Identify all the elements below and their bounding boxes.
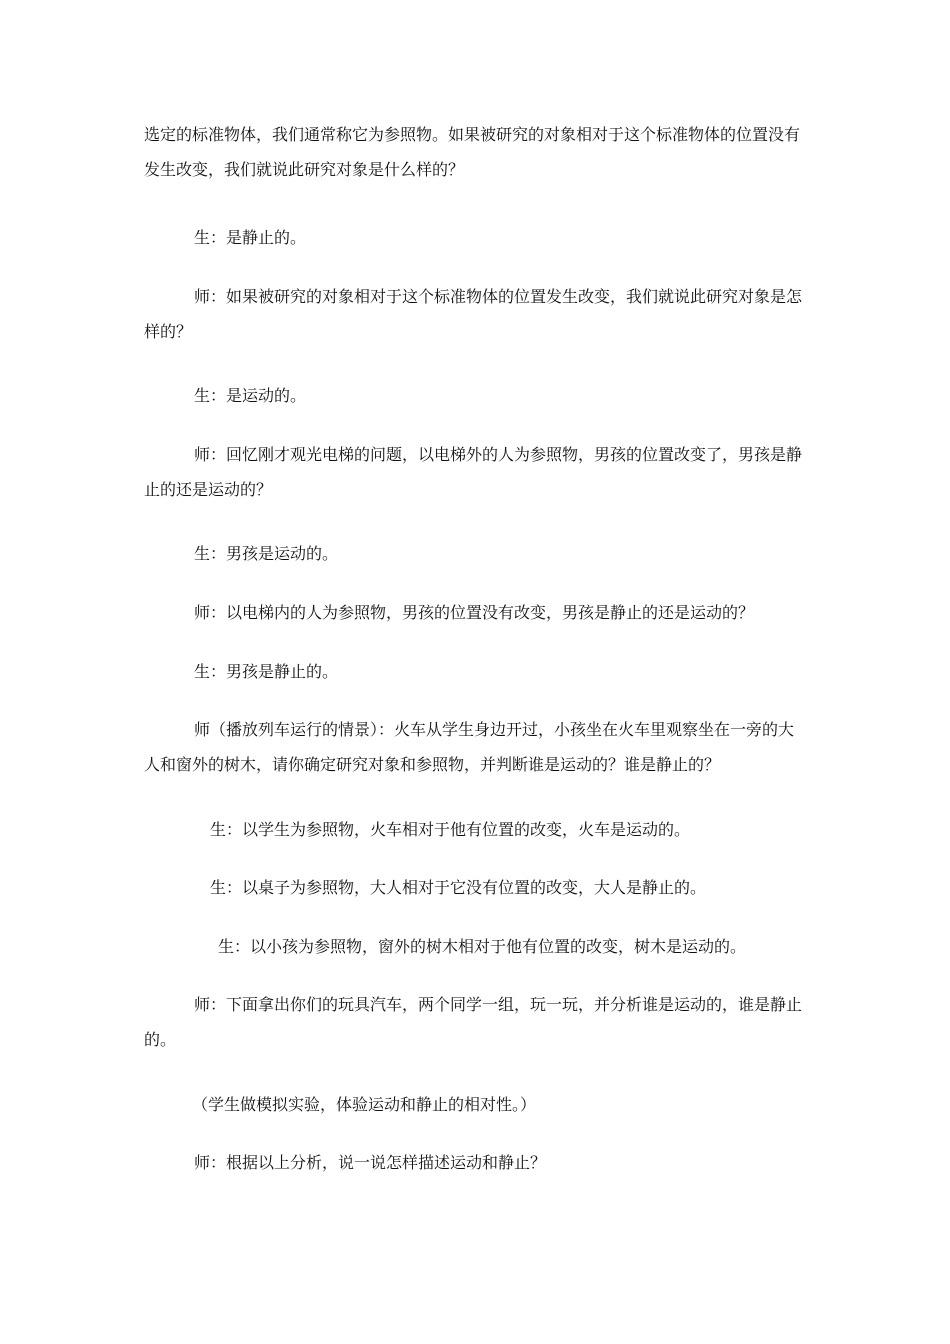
paragraph-student-experiment: （学生做模拟实验，体验运动和静止的相对性。）	[192, 1095, 537, 1114]
paragraph-student-trees-moving: 生：以小孩为参照物，窗外的树木相对于他有位置的改变，树木是运动的。	[218, 937, 747, 956]
paragraph-student-answer-moving: 生：是运动的。	[194, 386, 307, 405]
paragraph-student-boy-moving: 生：男孩是运动的。	[194, 544, 339, 563]
paragraph-student-boy-static: 生：男孩是静止的。	[194, 662, 339, 681]
paragraph-teacher-question-change: 师：如果被研究的对象相对于这个标准物体的位置发生改变，我们就说此研究对象是怎样的？	[144, 287, 803, 341]
paragraph-student-train-moving: 生：以学生为参照物，火车相对于他有位置的改变，火车是运动的。	[210, 820, 691, 839]
paragraph-teacher-elevator-question: 师：回忆刚才观光电梯的问题，以电梯外的人为参照物，男孩的位置改变了，男孩是静止的还是运动的？	[144, 445, 803, 499]
paragraph-student-answer-static: 生：是静止的。	[194, 228, 307, 247]
paragraph-teacher-summary-question: 师：根据以上分析，说一说怎样描述运动和静止？	[194, 1153, 547, 1172]
paragraph-teacher-inside-elevator: 师：以电梯内的人为参照物，男孩的位置没有改变，男孩是静止的还是运动的？	[194, 603, 755, 622]
paragraph-reference-object-definition: 选定的标准物体，我们通常称它为参照物。如果被研究的对象相对于这个标准物体的位置没有发生改变，我们就说此研究对象是什么样的？	[144, 125, 801, 179]
paragraph-teacher-train-scene: 师（播放列车运行的情景）：火车从学生身边开过，小孩坐在火车里观察坐在一旁的大人和窗外的树木，请你确定研究对象和参照物，并判断谁是运动的？谁是静止的？	[144, 720, 795, 774]
paragraph-teacher-toy-car: 师：下面拿出你们的玩具汽车，两个同学一组，玩一玩，并分析谁是运动的，谁是静止的。	[144, 995, 803, 1049]
paragraph-student-adult-static: 生：以桌子为参照物，大人相对于它没有位置的改变，大人是静止的。	[210, 878, 707, 897]
